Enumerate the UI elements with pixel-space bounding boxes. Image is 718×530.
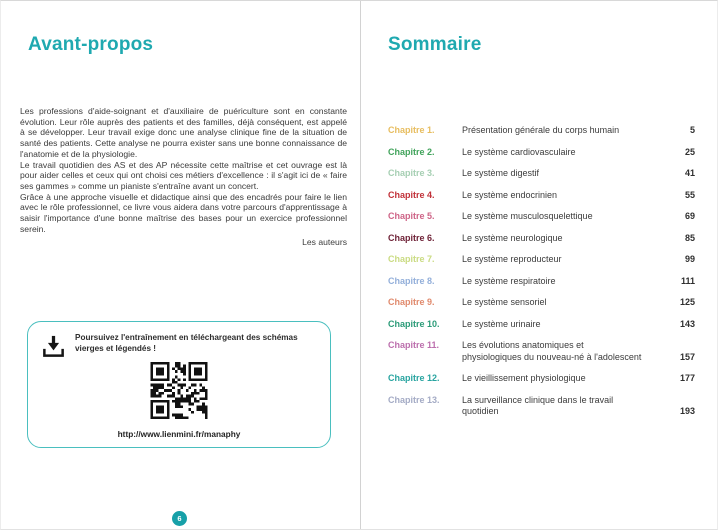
page-avant-propos [1, 1, 360, 530]
toc-row[interactable] [388, 254, 695, 266]
chapter-title: Le vieillissement physiologique [462, 373, 586, 383]
toc-row[interactable] [388, 168, 695, 180]
intro-text [20, 106, 347, 248]
chapter-page-number: 143 [679, 318, 695, 329]
chapter-title: Le système reproducteur [462, 254, 562, 264]
chapter-page-number: 157 [679, 351, 695, 362]
chapter-title: Le système musculosquelettique [462, 211, 593, 221]
page-number-badge: 6 [172, 511, 187, 526]
chapter-page-number: 193 [679, 406, 695, 416]
download-icon [41, 334, 66, 359]
chapter-label: Chapitre 2. [388, 146, 435, 157]
chapter-title: Le système endocrinien [462, 189, 558, 200]
toc-row[interactable] [388, 319, 695, 331]
toc-row[interactable] [388, 125, 695, 137]
chapter-label: Chapitre 5. [388, 211, 435, 221]
chapter-page-number: 85 [684, 232, 695, 243]
toc-row[interactable] [388, 297, 695, 309]
download-url-link[interactable]: http://www.lienmini.fr/manaphy [117, 429, 241, 439]
intro-paragraph: Grâce à une approche visuelle et didactique ainsi que des encadrés pour faire le lien avec le rôle professionnel, ce livre vous aidera dans votre parcours d'apprentissage à saisir l'importance d'une bonne maîtrise des bases pour un exercice professionnel serein. [20, 191, 347, 234]
toc-row[interactable] [388, 190, 695, 202]
toc-list [388, 125, 695, 428]
toc-row[interactable] [388, 147, 695, 159]
chapter-title: Présentation générale du corps humain [462, 125, 620, 135]
chapter-label: Chapitre 12. [388, 373, 440, 383]
chapter-label: Chapitre 11. [388, 340, 440, 350]
chapter-title: Le système sensoriel [462, 297, 547, 307]
page-title-sommaire: Sommaire [388, 34, 482, 55]
chapter-page-number: 5 [689, 125, 695, 135]
chapter-page-number: 125 [679, 297, 695, 307]
chapter-page-number: 55 [684, 189, 695, 200]
chapter-title: Le système digestif [462, 168, 540, 178]
toc-row[interactable] [388, 211, 695, 223]
toc-row[interactable] [388, 233, 695, 245]
chapter-label: Chapitre 3. [388, 168, 435, 178]
chapter-title: Le système neurologique [462, 232, 563, 243]
intro-paragraph: Les professions d'aide-soignant et d'auxiliaire de puériculture sont en constante évolution. Leur rôle auprès des patients et des familles, déjà conséquent, est appelé à se développer. Leur travail exige donc une analyse clinique fine de la situation de santé des patients. Cette analyse ne pourra exister sans une bonne connaissance de l'anatomie et de la physiologie. [20, 106, 347, 159]
toc-row[interactable] [388, 395, 695, 418]
toc-row[interactable] [388, 276, 695, 288]
download-box [27, 321, 331, 448]
chapter-title: Le système urinaire [462, 318, 541, 329]
chapter-label: Chapitre 13. [388, 394, 440, 405]
toc-row[interactable] [388, 373, 695, 385]
intro-paragraph: Le travail quotidien des AS et des AP nécessite cette maîtrise et cet ouvrage est là pour aider celles et ceux qui ont choisi ces métiers d'excellence : il s'agit ici de « faire ses gammes » comme un pianiste s'entraîne avant un concert. [20, 159, 347, 191]
chapter-title: La surveillance clinique dans le travail quotidien [462, 394, 614, 416]
chapter-label: Chapitre 9. [388, 297, 435, 307]
chapter-label: Chapitre 8. [388, 275, 435, 286]
chapter-label: Chapitre 4. [388, 189, 435, 200]
authors-signature: Les auteurs [302, 237, 347, 248]
chapter-title: Le système cardiovasculaire [462, 146, 576, 157]
chapter-page-number: 99 [684, 254, 695, 264]
chapter-title: Les évolutions anatomiques et physiologiques du nouveau-né à l'adolescent [462, 340, 642, 362]
page-title-avant-propos: Avant-propos [28, 34, 154, 55]
toc-row[interactable] [388, 340, 695, 363]
chapter-label: Chapitre 7. [388, 254, 435, 264]
download-box-text: Poursuivez l'entraînement en téléchargeant des schémas vierges et légendés ! [75, 333, 298, 353]
page-sommaire [360, 1, 718, 530]
chapter-page-number: 69 [684, 211, 695, 221]
chapter-label: Chapitre 10. [388, 318, 440, 329]
chapter-page-number: 177 [679, 373, 695, 383]
chapter-page-number: 41 [684, 168, 695, 178]
chapter-label: Chapitre 1. [388, 125, 435, 135]
chapter-label: Chapitre 6. [388, 232, 435, 243]
chapter-page-number: 111 [680, 275, 695, 286]
qr-code [151, 362, 208, 424]
chapter-page-number: 25 [684, 146, 695, 157]
chapter-title: Le système respiratoire [462, 275, 556, 286]
